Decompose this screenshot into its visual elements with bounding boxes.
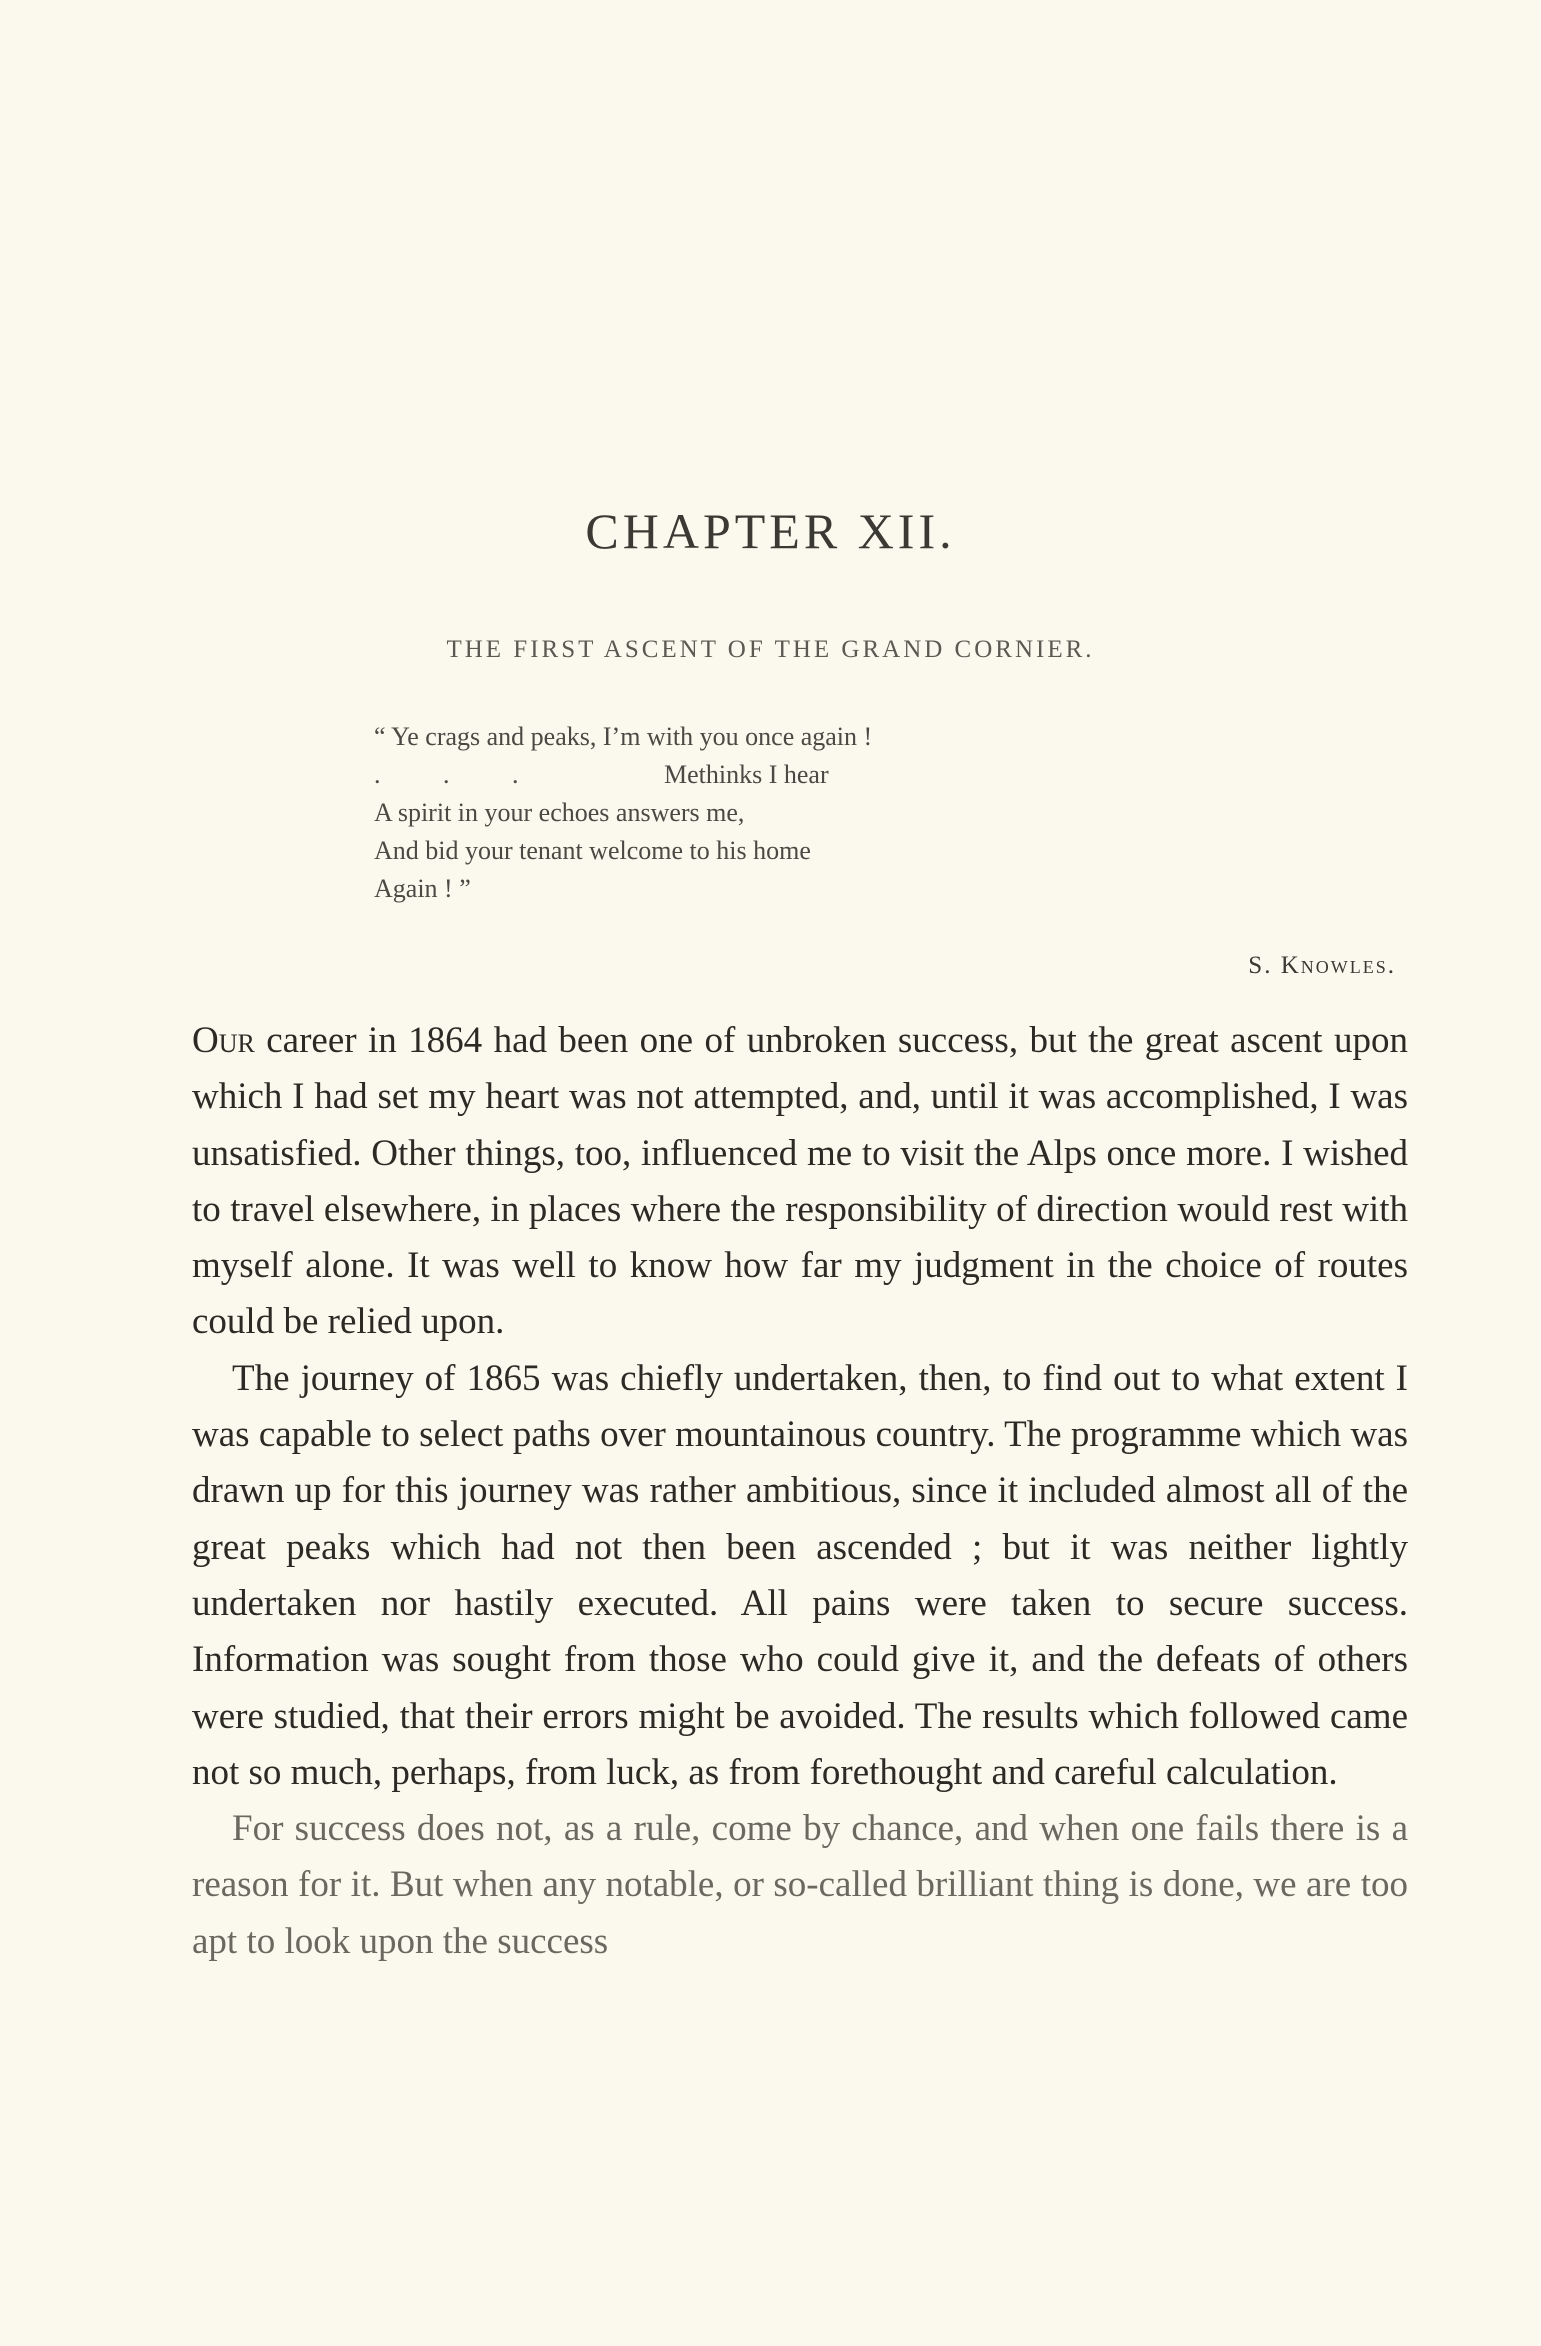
paragraph [192,1013,1408,1351]
paragraph: The journey of 1865 was chiefly undertaken, then, to find out to what extent I was capable to select paths over mountainous country. The programme which was drawn up for this journey was rather ambitious, since it included almost all of the great peaks which had not then been ascended ; but it was neither lightly undertaken nor hastily executed. All pains were taken to secure success. Information was sought from those who could give it, and the defeats of others were studied, that their errors might be avoided. The results which followed came not so much, perhaps, from luck, as from forethought and careful calculation. [192,1357,1408,1793]
epigraph-line: Again ! ” [374,874,471,903]
body-text [192,1013,1408,1970]
epigraph-line: And bid your tenant welcome to his home [374,836,811,865]
chapter-subtitle: THE FIRST ASCENT OF THE GRAND CORNIER. [446,636,1095,663]
chapter-title: CHAPTER XII. [585,503,956,559]
epigraph-line: A spirit in your echoes answers me, [374,798,745,827]
paragraph-lead-word: Our [192,1020,255,1061]
epigraph-line [374,756,1154,794]
epigraph [374,718,1154,908]
paragraph: For success does not, as a rule, come by chance, and when one fails there is a reason for it. But when any notable, or so-called brilliant thing is done, we are too apt to look upon the success [192,1808,1408,1962]
epigraph-ellipsis: . . . [374,760,547,789]
epigraph-line-text: Methinks I hear [664,760,829,789]
paragraph-text: career in 1864 had been one of unbroken success, but the great ascent upon which I had set my heart was not attempted, and, until it was accomplished, I was unsatisfied. Other things, too, influenced me to visit the Alps once more. I wished to travel elsewhere, in places where the responsibility of direction would rest with myself alone. It was well to know how far my judgment in the choice of routes could be relied upon. [192,1020,1408,1343]
epigraph-line: “ Ye crags and peaks, I’m with you once again ! [374,722,873,751]
epigraph-attribution: S. Knowles. [1248,952,1396,979]
